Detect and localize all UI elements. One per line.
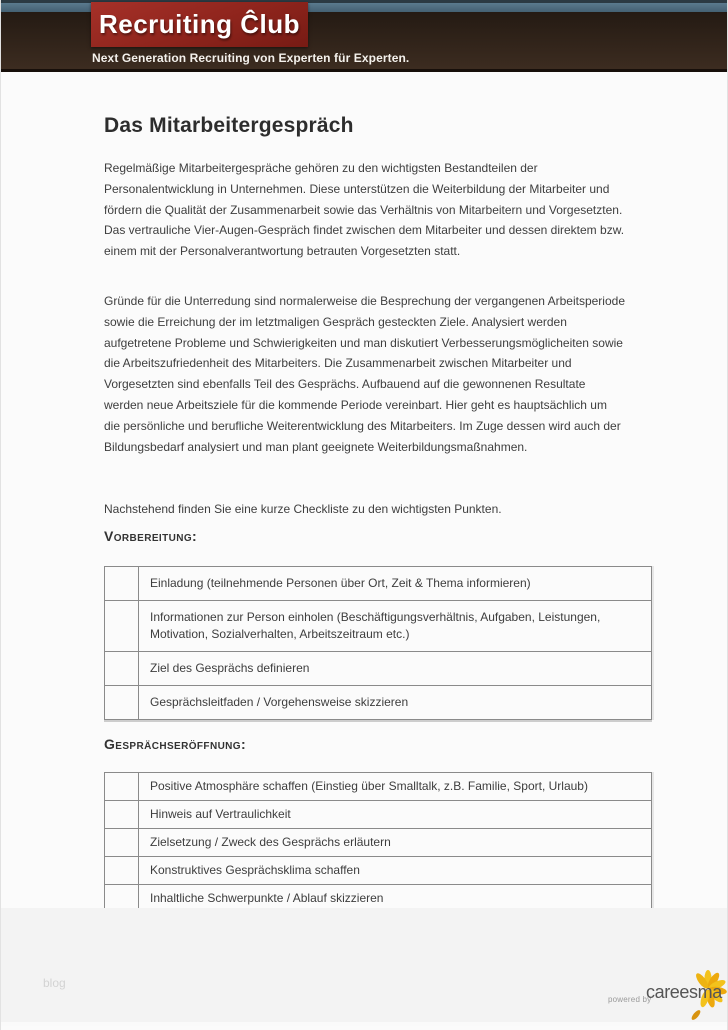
footer-band: [1, 908, 727, 1026]
checklist-row: [105, 829, 652, 857]
checklist-row: [105, 652, 652, 686]
checklist-item-label: Positive Atmosphäre schaffen (Einstieg über Smalltalk, z.B. Familie, Sport, Urlaub): [139, 773, 652, 801]
checklist-item-label: Hinweis auf Vertraulichkeit: [139, 801, 652, 829]
checklist-item-label: Konstruktives Gesprächsklima schaffen: [139, 857, 652, 885]
checkbox-cell: [105, 686, 139, 720]
checklist-table-gespraechseroeffnung: [104, 772, 652, 913]
checkbox-cell: [105, 857, 139, 885]
checklist-table-vorbereitung: [104, 566, 652, 720]
checklist-item-label: Gesprächsleitfaden / Vorgehensweise skizzieren: [139, 686, 652, 720]
page-title: Das Mitarbeitergespräch: [104, 114, 354, 137]
section-heading-gespraechseroeffnung: Gesprächseröffnung:: [104, 736, 247, 752]
checkbox-cell: [105, 773, 139, 801]
body-paragraph: Gründe für die Unterredung sind normalerweise die Besprechung der vergangenen Arbeitsperiode sowie die Erreichung der im letztmaligen Gespräch gesteckten Ziele. Analysiert werden aufgetretene Probleme und Schwierigkeiten und man diskutiert Verbesserungsmöglicheiten sowie die Arbeitszufriedenheit des Mitarbeiters. Die Zusammenarbeit zwischen Mitarbeiter und Vorgesetzten sind ebenfalls Teil des Gesprächs. Aufbauend auf die gewonnenen Resultate werden neue Arbeitsziele für die kommende Periode vereinbart. Hier geht es hauptsächlich um die persönliche und berufliche Weiterentwicklung des Mitarbeiters. Im Zuge dessen wird auch der Bildungsbedarf analysiert und man plant geeignete Weiterbildungsmaßnahmen.: [104, 294, 625, 454]
checklist-item-label: Zielsetzung / Zweck des Gesprächs erläutern: [139, 829, 652, 857]
careesma-logo: careesma: [646, 982, 722, 1002]
checklist-row: [105, 686, 652, 720]
checklist-item-label: Einladung (teilnehmende Personen über Ort, Zeit & Thema informieren): [139, 567, 652, 601]
checklist-row: [105, 567, 652, 601]
recruiting-club-logo: [91, 2, 308, 47]
checklist-row: [105, 773, 652, 801]
intro-paragraph: Regelmäßige Mitarbeitergespräche gehören zu den wichtigsten Bestandteilen der Personalentwicklung in Unternehmen. Diese unterstützen die Weiterbildung der Mitarbeiter und fördern die Qualität der Zusammenarbeit sowie das Verhältnis von Mitarbeitern und Vorgesetzten. Das vertrauliche Vier-Augen-Gespräch findet zwischen dem Mitarbeiter und dessen direktem bzw. einem mit der Personalverantwortung betrauten Vorgesetzten statt.: [104, 161, 625, 259]
checkbox-cell: [105, 652, 139, 686]
checkbox-cell: [105, 601, 139, 652]
checklist-row: [105, 801, 652, 829]
checkbox-cell: [105, 801, 139, 829]
checkbox-cell: [105, 567, 139, 601]
logo-text: Recruiting Ĉlub: [98, 9, 301, 39]
header-banner: [1, 0, 727, 75]
powered-by-label: powered by: [608, 995, 652, 1004]
section-heading-vorbereitung: Vorbereitung:: [104, 528, 198, 544]
checklist-item-label: Ziel des Gesprächs definieren: [139, 652, 652, 686]
checklist-row: [105, 857, 652, 885]
checkbox-cell: [105, 829, 139, 857]
checklist-item-label: Informationen zur Person einholen (Beschäftigungsverhältnis, Aufgaben, Leistungen, Motivation, Sozialverhalten, Arbeitszeitraum etc.): [139, 601, 652, 652]
header-tagline: Next Generation Recruiting von Experten für Experten.: [92, 51, 410, 65]
checklist-lead-paragraph: Nachstehend finden Sie eine kurze Checkliste zu den wichtigsten Punkten.: [104, 502, 502, 516]
checklist-item-label: Inhaltliche Schwerpunkte / Ablauf skizzieren: [139, 885, 652, 913]
blog-label: blog: [43, 976, 66, 990]
checklist-row: [105, 601, 652, 652]
